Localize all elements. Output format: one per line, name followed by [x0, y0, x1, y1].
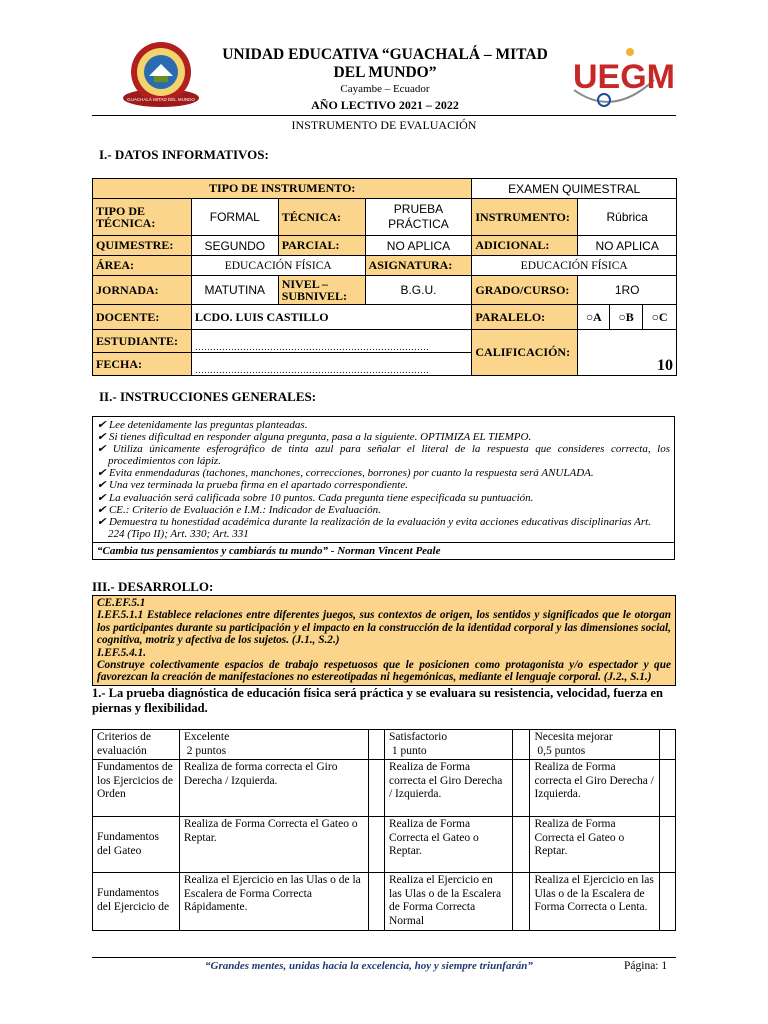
info-table [92, 178, 677, 376]
header-divider [92, 115, 676, 116]
rubric-satisfactorio: Realiza de Forma Correcta el Gateo o Reptar. [384, 817, 512, 873]
criterion-indicator: Construye colectivamente espacios de trabajo respetuosos que le posicionen como protagonista y/o espectador y que favorezcan la creación de manifestaciones no estereotipadas ni hegemónicas, mediante el lenguaje corporal. (J.2., S.1.) [97, 659, 671, 684]
rubric-satisfactorio: Realiza el Ejercicio en las Ulas o de la Escalera de Forma Correcta Normal [384, 873, 512, 931]
instruction-item: ✔ Lee detenidamente las preguntas planteadas. [97, 419, 308, 431]
area-label: ÁREA: [93, 256, 192, 276]
rubric-check-cell[interactable] [513, 760, 530, 817]
instrumento-label: INSTRUMENTO: [472, 199, 578, 236]
rubric-check-cell[interactable] [368, 730, 384, 760]
tipo-instrumento-value: EXAMEN QUIMESTRAL [472, 179, 677, 199]
rubric-header-satisfactorio-points: 1 punto [388, 744, 427, 757]
criterion-code: CE.EF.5.1 [97, 597, 146, 609]
instructions-quote: “Cambia tus pensamientos y cambiarás tu mundo” - Norman Vincent Peale [93, 542, 674, 557]
rubric-header-excelente-points: 2 puntos [183, 744, 227, 757]
rubric-table [92, 729, 676, 931]
section-datos-title: I.- DATOS INFORMATIVOS: [99, 147, 269, 162]
rubric-criterio: Fundamentos de los Ejercicios de Orden [93, 760, 180, 817]
footer-motto: “Grandes mentes, unidas hacia la excelencia, hoy y siempre triunfarán” [205, 960, 533, 972]
rubric-check-cell[interactable] [659, 817, 675, 873]
calificacion-label: CALIFICACIÓN: [472, 330, 578, 376]
rubric-mejorar: Realiza de Forma correcta el Giro Derecha / Izquierda. [530, 760, 659, 817]
rubric-header-criterios: Criterios de evaluación [93, 730, 180, 760]
rubric-criterio: Fundamentos del Ejercicio de [93, 873, 180, 931]
section-desarrollo-title: III.- DESARROLLO: [92, 579, 214, 594]
estudiante-field[interactable]: …………………………………………………………………… [191, 330, 472, 353]
instructions-box [92, 416, 675, 560]
nivel-value: B.G.U. [365, 276, 472, 305]
adicional-label: ADICIONAL: [472, 236, 578, 256]
calificacion-value: 10 [578, 330, 677, 376]
docente-value: LCDO. LUIS CASTILLO [191, 305, 472, 330]
rubric-row [93, 873, 676, 931]
rubric-check-cell[interactable] [513, 817, 530, 873]
rubric-header-mejorar-points: 0,5 puntos [534, 744, 586, 757]
adicional-value: NO APLICA [578, 236, 677, 256]
jornada-value: MATUTINA [191, 276, 278, 305]
estudiante-label: ESTUDIANTE: [93, 330, 192, 353]
school-title: UNIDAD EDUCATIVA “GUACHALÁ – MITAD DEL MUNDO” [222, 46, 548, 81]
uegm-logo-icon [568, 40, 675, 112]
instruction-item: ✔ Una vez terminada la prueba firma en el apartado correspondiente. [97, 479, 408, 492]
quimestre-value: SEGUNDO [191, 236, 278, 256]
instruction-item: ✔ Evita enmendaduras (tachones, manchones, correcciones, borrones) por cuanto la respuesta será ANULADA. [97, 467, 594, 480]
fecha-field[interactable]: …………………………………………………………………… [191, 353, 472, 376]
rubric-check-cell[interactable] [368, 873, 384, 931]
tipo-tecnica-label: TIPO DE TÉCNICA: [93, 199, 192, 236]
fecha-label: FECHA: [93, 353, 192, 376]
paralelo-option-c[interactable]: ○C [643, 305, 677, 330]
paralelo-option-a[interactable]: ○A [578, 305, 610, 330]
rubric-excelente: Realiza de Forma Correcta el Gateo o Reptar. [179, 817, 368, 873]
instruction-item: ✔ La evaluación será calificada sobre 10 puntos. Cada pregunta tiene especificada su puntuación. [97, 491, 534, 504]
rubric-header-satisfactorio [384, 730, 512, 760]
area-value: EDUCACIÓN FÍSICA [191, 256, 365, 276]
rubric-excelente: Realiza el Ejercicio en las Ulas o de la Escalera de Forma Correcta Rápidamente. [179, 873, 368, 931]
rubric-check-cell[interactable] [513, 730, 530, 760]
question-1: 1.- La prueba diagnóstica de educación física será práctica y se evaluara su resistencia, velocidad, fuerza en piernas y flexibilidad. [92, 686, 663, 715]
rubric-header-excelente [179, 730, 368, 760]
docente-label: DOCENTE: [93, 305, 192, 330]
rubric-criterio: Fundamentos del Gateo [93, 817, 180, 873]
instruction-item: ✔ CE.: Criterio de Evaluación e I.M.: Indicador de Evaluación. [97, 503, 381, 516]
rubric-check-cell[interactable] [659, 730, 675, 760]
parcial-label: PARCIAL: [278, 236, 365, 256]
instrumento-value: Rúbrica [578, 199, 677, 236]
school-city: Cayambe – Ecuador [340, 83, 430, 95]
instruction-item: ✔ Utiliza únicamente esferográfico de tinta azul para señalar el literal de la respuesta que consideres correcta, los procedimientos con lápiz. [97, 443, 670, 468]
criterion-code: I.EF.5.4.1. [97, 646, 147, 659]
rubric-excelente: Realiza de forma correcta el Giro Derecha / Izquierda. [179, 760, 368, 817]
jornada-label: JORNADA: [93, 276, 192, 305]
page-number: Página: 1 [624, 960, 668, 972]
rubric-check-cell[interactable] [368, 760, 384, 817]
parcial-value: NO APLICA [365, 236, 472, 256]
evaluation-criteria-box [92, 595, 676, 686]
rubric-check-cell[interactable] [513, 873, 530, 931]
nivel-label: NIVEL – SUBNIVEL: [278, 276, 365, 305]
rubric-header-excelente-label: Excelente [183, 731, 230, 743]
tipo-instrumento-label: TIPO DE INSTRUMENTO: [93, 179, 472, 199]
uegm-logo-text: UEGM [573, 58, 675, 96]
rubric-header-mejorar-label: Necesita mejorar [534, 731, 613, 743]
rubric-mejorar: Realiza de Forma Correcta el Gateo o Reptar. [530, 817, 659, 873]
school-seal-icon [121, 40, 201, 112]
paralelo-label: PARALELO: [472, 305, 578, 330]
rubric-satisfactorio: Realiza de Forma correcta el Giro Derecha / Izquierda. [384, 760, 512, 817]
section-instrucciones-title: II.- INSTRUCCIONES GENERALES: [99, 389, 317, 404]
rubric-check-cell[interactable] [659, 760, 675, 817]
grado-value: 1RO [578, 276, 677, 305]
rubric-row [93, 760, 676, 817]
footer-divider [92, 957, 676, 958]
tecnica-label: TÉCNICA: [278, 199, 365, 236]
school-seal-text: GUACHALÁ MITAD DEL MUNDO [127, 97, 195, 102]
asignatura-label: ASIGNATURA: [365, 256, 472, 276]
rubric-header-mejorar [530, 730, 659, 760]
rubric-header-row [93, 730, 676, 760]
rubric-row [93, 817, 676, 873]
instruction-item: ✔ Demuestra tu honestidad académica durante la realización de la evaluación y evita acciones educativas disciplinarias Art. 224 (Tipo II); Art. 330; Art. 331 [97, 515, 651, 540]
tipo-tecnica-value: FORMAL [191, 199, 278, 236]
instrument-title: INSTRUMENTO DE EVALUACIÓN [291, 118, 477, 132]
quimestre-label: QUIMESTRE: [93, 236, 192, 256]
rubric-mejorar: Realiza el Ejercicio en las Ulas o de la Escalera de Forma Correcta o Lenta. [530, 873, 659, 931]
tecnica-value: PRUEBA PRÁCTICA [365, 199, 472, 236]
rubric-header-satisfactorio-label: Satisfactorio [388, 731, 448, 743]
paralelo-option-b[interactable]: ○B [610, 305, 643, 330]
rubric-check-cell[interactable] [659, 873, 675, 931]
instruction-item: ✔ Si tienes dificultad en responder alguna pregunta, pasa a la siguiente. OPTIMIZA EL TIEMPO. [97, 431, 532, 444]
criterion-indicator: I.EF.5.1.1 Establece relaciones entre diferentes juegos, sus contextos de origen, los sentidos y significados que le otorgan los participantes durante su participación y el impacto en la construcción de la identidad corporal y las dimensiones social, cognitiva, motriz y afectiva de los sujetos. (J.1., S.2.) [97, 609, 671, 647]
grado-label: GRADO/CURSO: [472, 276, 578, 305]
asignatura-value: EDUCACIÓN FÍSICA [472, 256, 677, 276]
school-year: AÑO LECTIVO 2021 – 2022 [311, 98, 459, 112]
rubric-check-cell[interactable] [368, 817, 384, 873]
